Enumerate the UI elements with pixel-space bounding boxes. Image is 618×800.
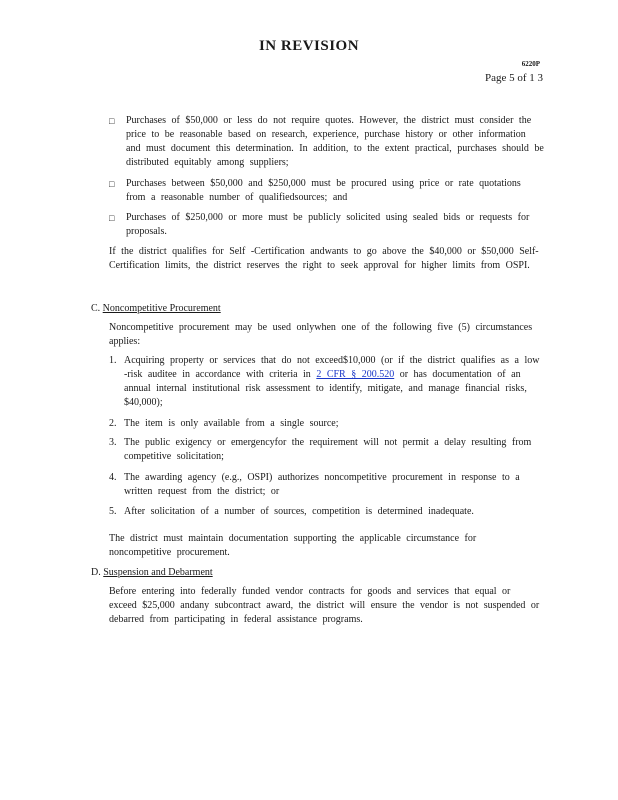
list-number: 1.	[109, 355, 117, 366]
list-number: 5.	[109, 506, 117, 517]
bullet-text: Purchases of $50,000 or less do not require quotes. However, the district must consider the price to be reasonable based on research, experience, purchase history or other information and must document this determination. In addition, to the extent practical, purchases should be distributed equitably among suppliers;	[126, 115, 544, 168]
section-d-heading	[91, 566, 213, 580]
list-number: 2.	[109, 418, 117, 429]
section-letter: C.	[91, 303, 101, 314]
bullet-icon: □	[109, 179, 115, 189]
list-item: After solicitation of a number of sources, competition is determined inadequate.	[124, 506, 474, 517]
section-title: Suspension and Debarment	[103, 567, 213, 578]
section-letter: D.	[91, 567, 101, 578]
list-item-text: or has documentation of an annual internal institutional risk assessment to identify, mitigate, and manage financial risks, $40,000);	[124, 369, 527, 408]
bullet-text: Purchases of $250,000 or more must be publicly solicited using sealed bids or requests for proposals.	[126, 212, 530, 237]
bullet-text: Purchases between $50,000 and $250,000 must be procured using price or rate quotations from a reasonable number of qualifiedsources; and	[126, 178, 521, 203]
bullet-icon: □	[109, 213, 115, 223]
section-c-heading	[91, 302, 221, 316]
list-item: The public exigency or emergencyfor the requirement will not permit a delay resulting from competitive solicitation;	[124, 437, 532, 462]
section-d-text: Before entering into federally funded vendor contracts for goods and services that equal or exceed $25,000 andany subcontract award, the district will ensure the vendor is not suspended or debarred from participating in federal assistance programs.	[109, 586, 540, 625]
cfr-link[interactable]: 2 CFR § 200.520	[316, 369, 395, 380]
list-item: The item is only available from a single source;	[124, 418, 339, 429]
section-c-intro: Noncompetitive procurement may be used onlywhen one of the following five (5) circumstances applies:	[109, 322, 533, 347]
list-item: The awarding agency (e.g., OSPI) authorizes noncompetitive procurement in response to a written request from the district; or	[124, 472, 520, 497]
page-title: IN REVISION	[258, 38, 360, 54]
list-item	[124, 354, 544, 410]
list-number: 3.	[109, 437, 117, 448]
section-title: Noncompetitive Procurement	[102, 303, 221, 314]
self-certification-paragraph: If the district qualifies for Self -Certification andwants to go above the $40,000 or $50,000 Self- Certification limits, the district reserves the right to seek approval for higher limits from OSPI.	[109, 246, 539, 271]
bullet-icon: □	[109, 116, 115, 126]
list-number: 4.	[109, 472, 117, 483]
page-number: Page 5 of 1 3	[484, 72, 543, 84]
list-item-text: Acquiring property or services that do not exceed$10,000 (or if the district qualifies as a low -risk auditee in accordance with criteria in	[124, 355, 540, 380]
section-c-closing: The district must maintain documentation supporting the applicable circumstance for noncompetitive procurement.	[109, 533, 477, 558]
policy-code: 6220P	[521, 60, 540, 68]
